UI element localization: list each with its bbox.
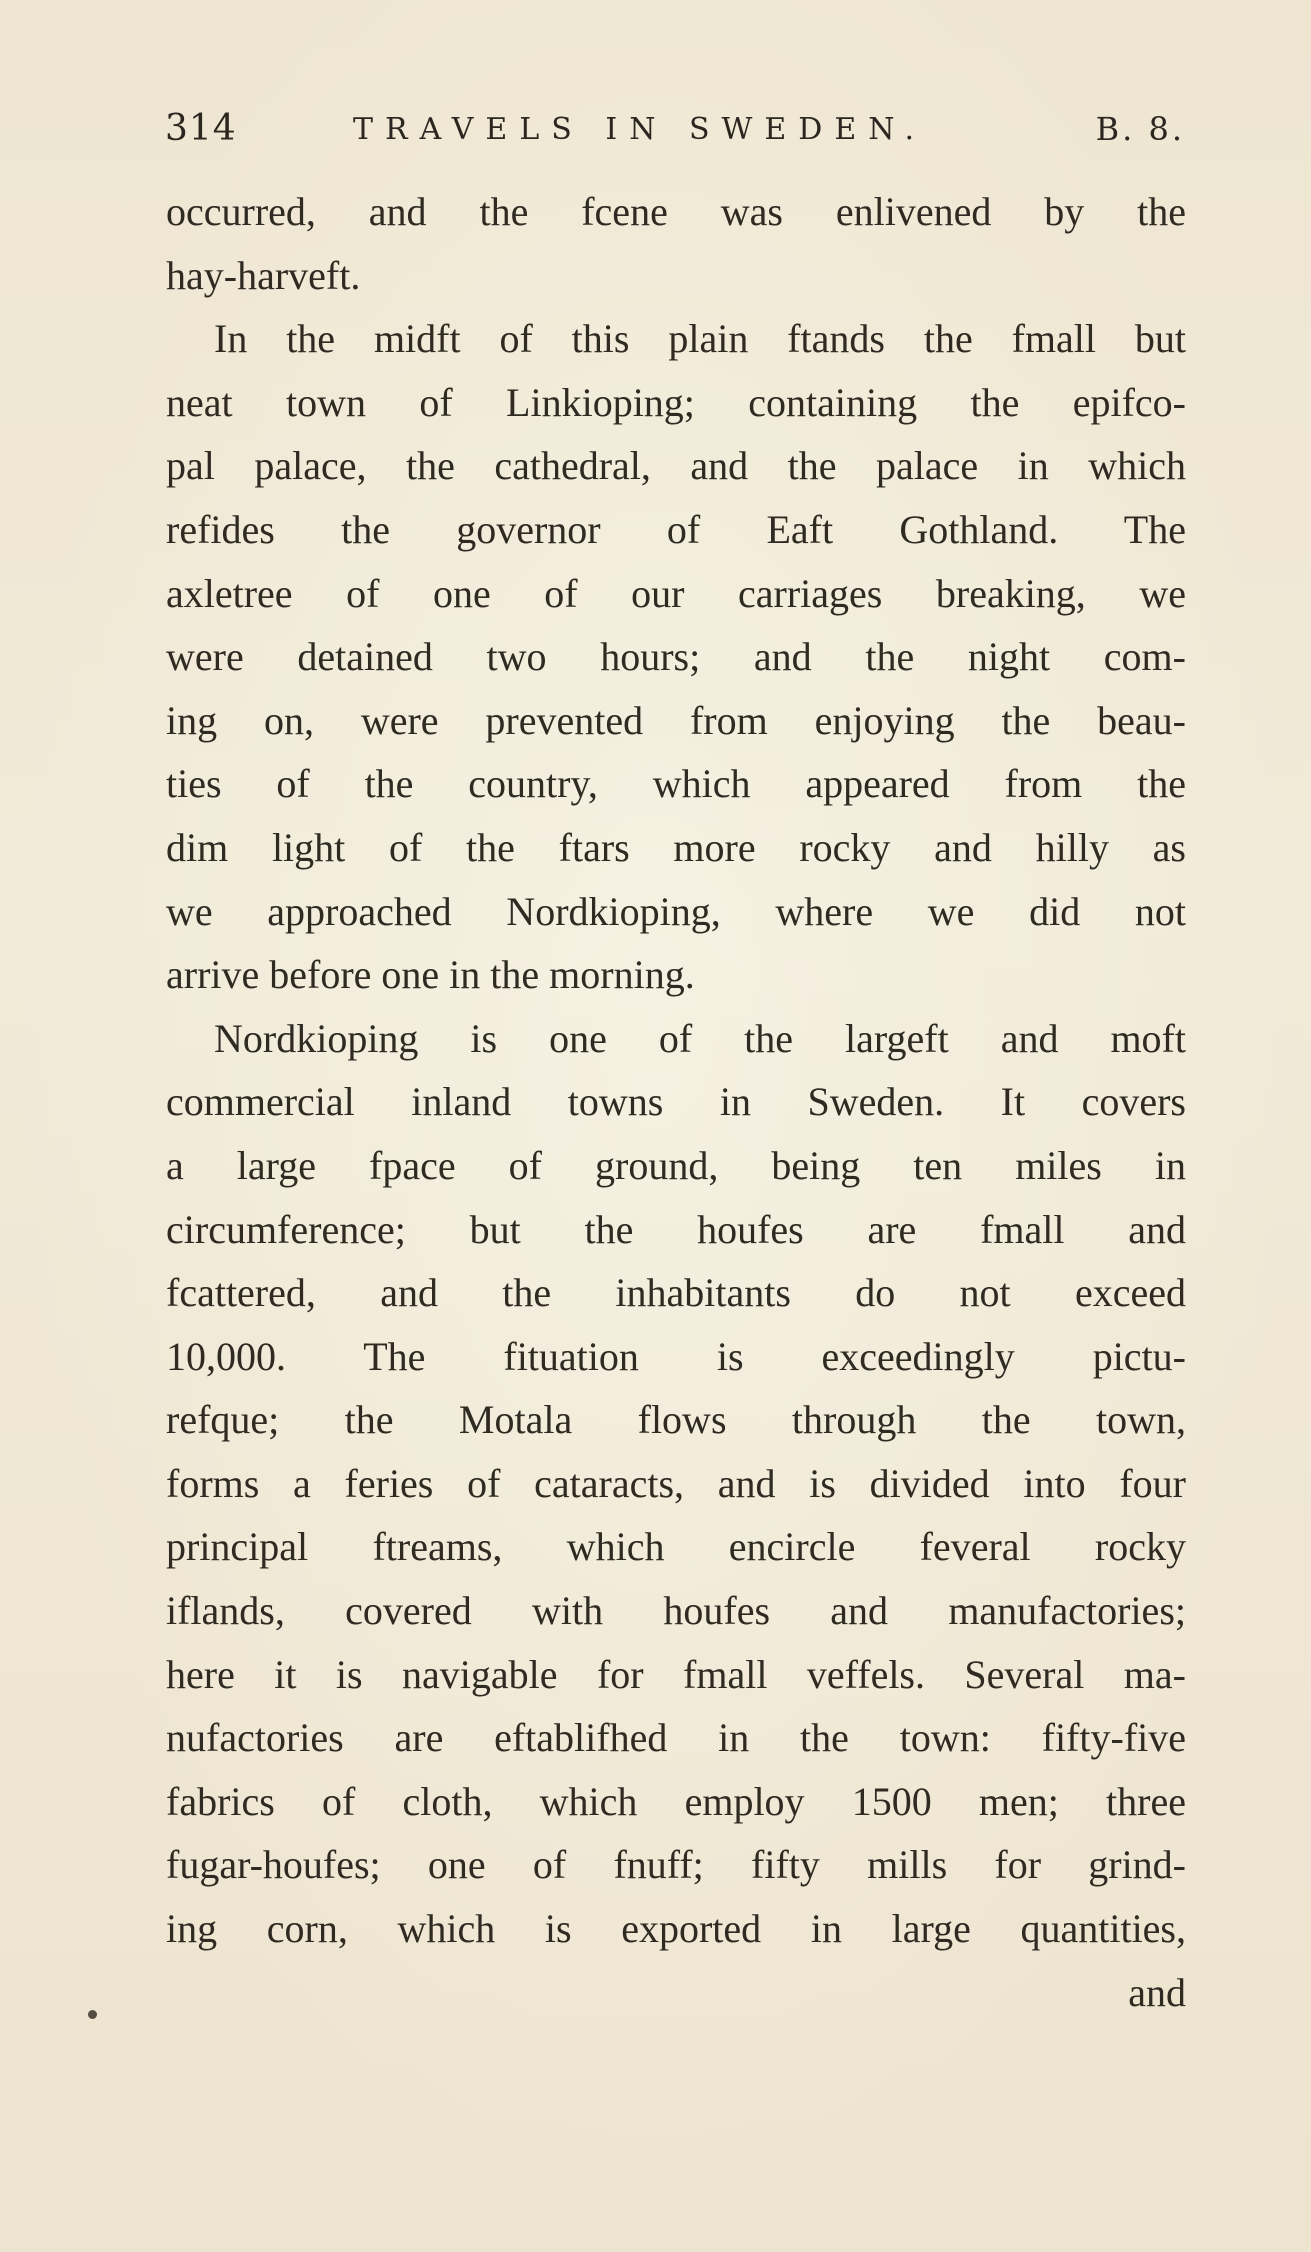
ink-speck (88, 2010, 97, 2019)
text-line: pal palace, the cathedral, and the palace in which (166, 443, 1186, 489)
text-line: nufactories are eftablifhed in the town: fifty-five (166, 1715, 1186, 1761)
text-line: ties of the country, which appeared from the (166, 761, 1186, 807)
catchword: and (1128, 1969, 1186, 2015)
text-line: iflands, covered with houfes and manufactories; (166, 1588, 1186, 1634)
text-line: 10,000. The fituation is exceedingly pictu- (166, 1333, 1186, 1379)
text-line: In the midft of this plain ftands the fmall but (214, 316, 1186, 362)
text-line: circumference; but the houfes are fmall and (166, 1206, 1186, 1252)
text-line: a large fpace of ground, being ten miles in (166, 1142, 1186, 1188)
text-line: principal ftreams, which encircle feveral rocky (166, 1524, 1186, 1570)
text-line: arrive before one in the morning. (166, 952, 695, 998)
section-marker: B. 8. (1095, 110, 1185, 148)
body-text (166, 180, 1186, 2024)
text-line: Nordkioping is one of the largeft and moft (214, 1015, 1186, 1061)
text-line: we approached Nordkioping, where we did not (166, 888, 1186, 934)
text-line: ing on, were prevented from enjoying the beau- (166, 697, 1186, 743)
text-line: neat town of Linkioping; containing the epifco- (166, 379, 1186, 425)
text-line: occurred, and the fcene was enlivened by the (166, 189, 1186, 234)
text-line: dim light of the ftars more rocky and hilly as (166, 824, 1186, 870)
text-line: ing corn, which is exported in large quantities, (166, 1906, 1186, 1952)
running-header (165, 108, 1185, 158)
text-line: hay-harveft. (166, 252, 361, 298)
text-line: refque; the Motala flows through the town, (166, 1397, 1186, 1443)
text-line: refides the governor of Eaft Gothland. The (166, 506, 1186, 552)
text-line: were detained two hours; and the night com- (166, 634, 1186, 680)
text-line: commercial inland towns in Sweden. It covers (166, 1079, 1186, 1125)
text-line: fugar-houfes; one of fnuff; fifty mills for grind- (166, 1842, 1186, 1888)
text-line: fabrics of cloth, which employ 1500 men; three (166, 1778, 1186, 1824)
text-line: axletree of one of our carriages breaking, we (166, 570, 1186, 616)
running-title: TRAVELS IN SWEDEN. (353, 112, 927, 147)
text-line: here it is navigable for fmall veffels. Several ma- (166, 1651, 1186, 1697)
text-line: forms a feries of cataracts, and is divided into four (166, 1460, 1186, 1506)
page-number: 314 (165, 108, 237, 149)
text-line: fcattered, and the inhabitants do not exceed (166, 1270, 1186, 1316)
